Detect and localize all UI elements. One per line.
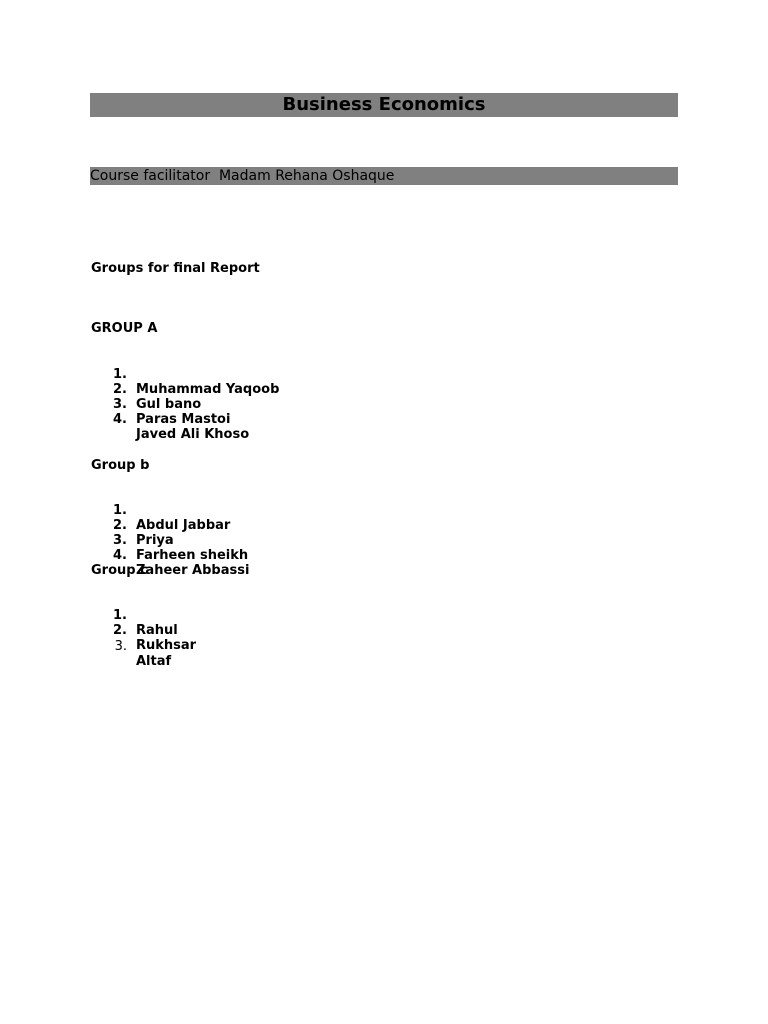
list-item — [91, 488, 231, 533]
list-number: 1. — [113, 503, 127, 518]
group-c-list — [91, 593, 197, 669]
list-item — [91, 503, 174, 548]
list-number: 3. — [114, 639, 127, 654]
member-name: Rukhsar — [136, 638, 197, 653]
document-title: Business Economics — [90, 93, 678, 117]
list-item — [91, 593, 178, 638]
member-name: Muhammad Yaqoob — [136, 382, 280, 397]
list-number: 2. — [113, 623, 127, 638]
group-a-heading: GROUP A — [91, 321, 158, 336]
group-c-heading: Group c — [91, 563, 148, 578]
member-name: Priya — [136, 533, 174, 548]
list-number: 2. — [113, 382, 127, 397]
list-item — [91, 352, 280, 397]
member-name: Rahul — [136, 623, 178, 638]
member-name: Gul bano — [136, 397, 202, 412]
list-number: 4. — [113, 548, 127, 563]
member-name: Farheen sheikh — [136, 548, 249, 563]
member-name: Paras Mastoi — [136, 412, 231, 427]
list-number: 1. — [113, 608, 127, 623]
list-item — [91, 367, 202, 412]
member-name: Javed Ali Khoso — [136, 427, 250, 442]
list-number: 1. — [113, 367, 127, 382]
member-name: Zaheer Abbassi — [136, 563, 250, 578]
course-facilitator: Course facilitator Madam Rehana Oshaque — [90, 167, 678, 185]
group-a-list — [91, 352, 280, 442]
list-number: 4. — [113, 412, 127, 427]
member-name: Abdul Jabbar — [136, 518, 231, 533]
groups-heading: Groups for final Report — [91, 261, 260, 276]
group-b-heading: Group b — [91, 458, 150, 473]
list-number: 3. — [113, 533, 127, 548]
list-number: 3. — [113, 397, 127, 412]
list-number: 2. — [113, 518, 127, 533]
member-name: Altaf — [136, 654, 172, 669]
